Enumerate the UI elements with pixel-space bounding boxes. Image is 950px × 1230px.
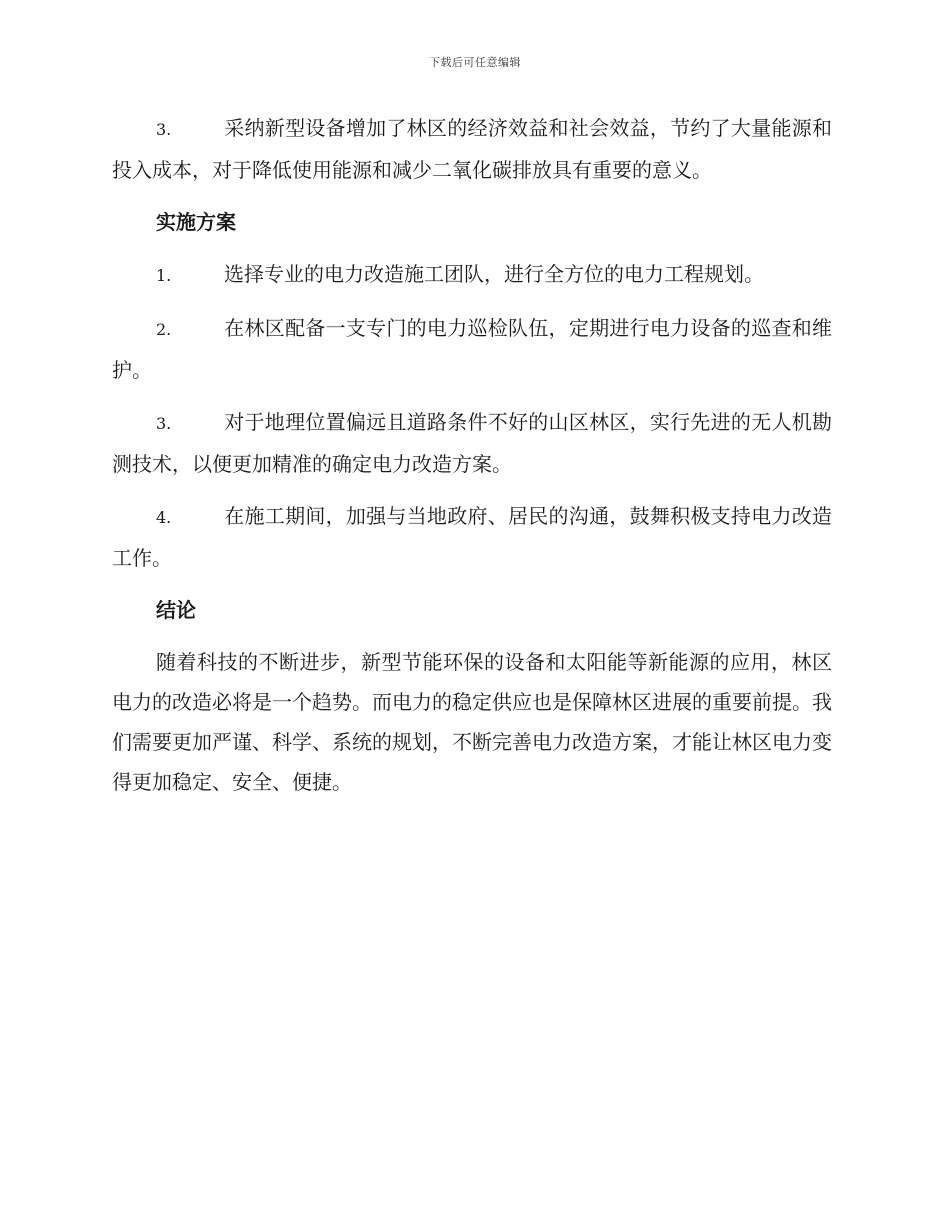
list-number: 4. (156, 508, 172, 527)
list-number: 2. (156, 320, 172, 339)
list-number: 3. (156, 120, 172, 139)
list-item (112, 402, 832, 484)
list-item-text: 选择专业的电力改造施工团队，进行全方位的电力工程规划。 (224, 262, 764, 286)
list-item-text: 在施工期间，加强与当地政府、居民的沟通，鼓舞积极支持电力改造工作。 (112, 504, 832, 570)
list-item (112, 108, 832, 190)
conclusion-paragraph: 随着科技的不断进步，新型节能环保的设备和太阳能等新能源的应用，林区电力的改造必将是一个趋势。而电力的稳定供应也是保障林区进展的重要前提。我们需要更加严谨、科学、系统的规划，不断完善电力改造方案，才能让林区电力变得更加稳定、安全、便捷。 (112, 650, 832, 794)
list-number: 1. (156, 266, 172, 285)
list-item-text: 在林区配备一支专门的电力巡检队伍，定期进行电力设备的巡查和维护。 (112, 316, 832, 382)
list-item (112, 308, 832, 390)
list-number: 3. (156, 414, 172, 433)
list-item-text: 采纳新型设备增加了林区的经济效益和社会效益，节约了大量能源和投入成本，对于降低使用能源和减少二氧化碳排放具有重要的意义。 (112, 116, 832, 182)
list-item (112, 254, 832, 296)
page-header: 下载后可任意编辑 (429, 56, 521, 69)
list-item (112, 496, 832, 578)
section-heading-plan: 实施方案 (156, 210, 236, 234)
list-item-text: 对于地理位置偏远且道路条件不好的山区林区，实行先进的无人机勘测技术，以便更加精准的确定电力改造方案。 (112, 410, 832, 476)
section-heading-conclusion: 结论 (156, 598, 196, 622)
document-body (112, 108, 832, 814)
